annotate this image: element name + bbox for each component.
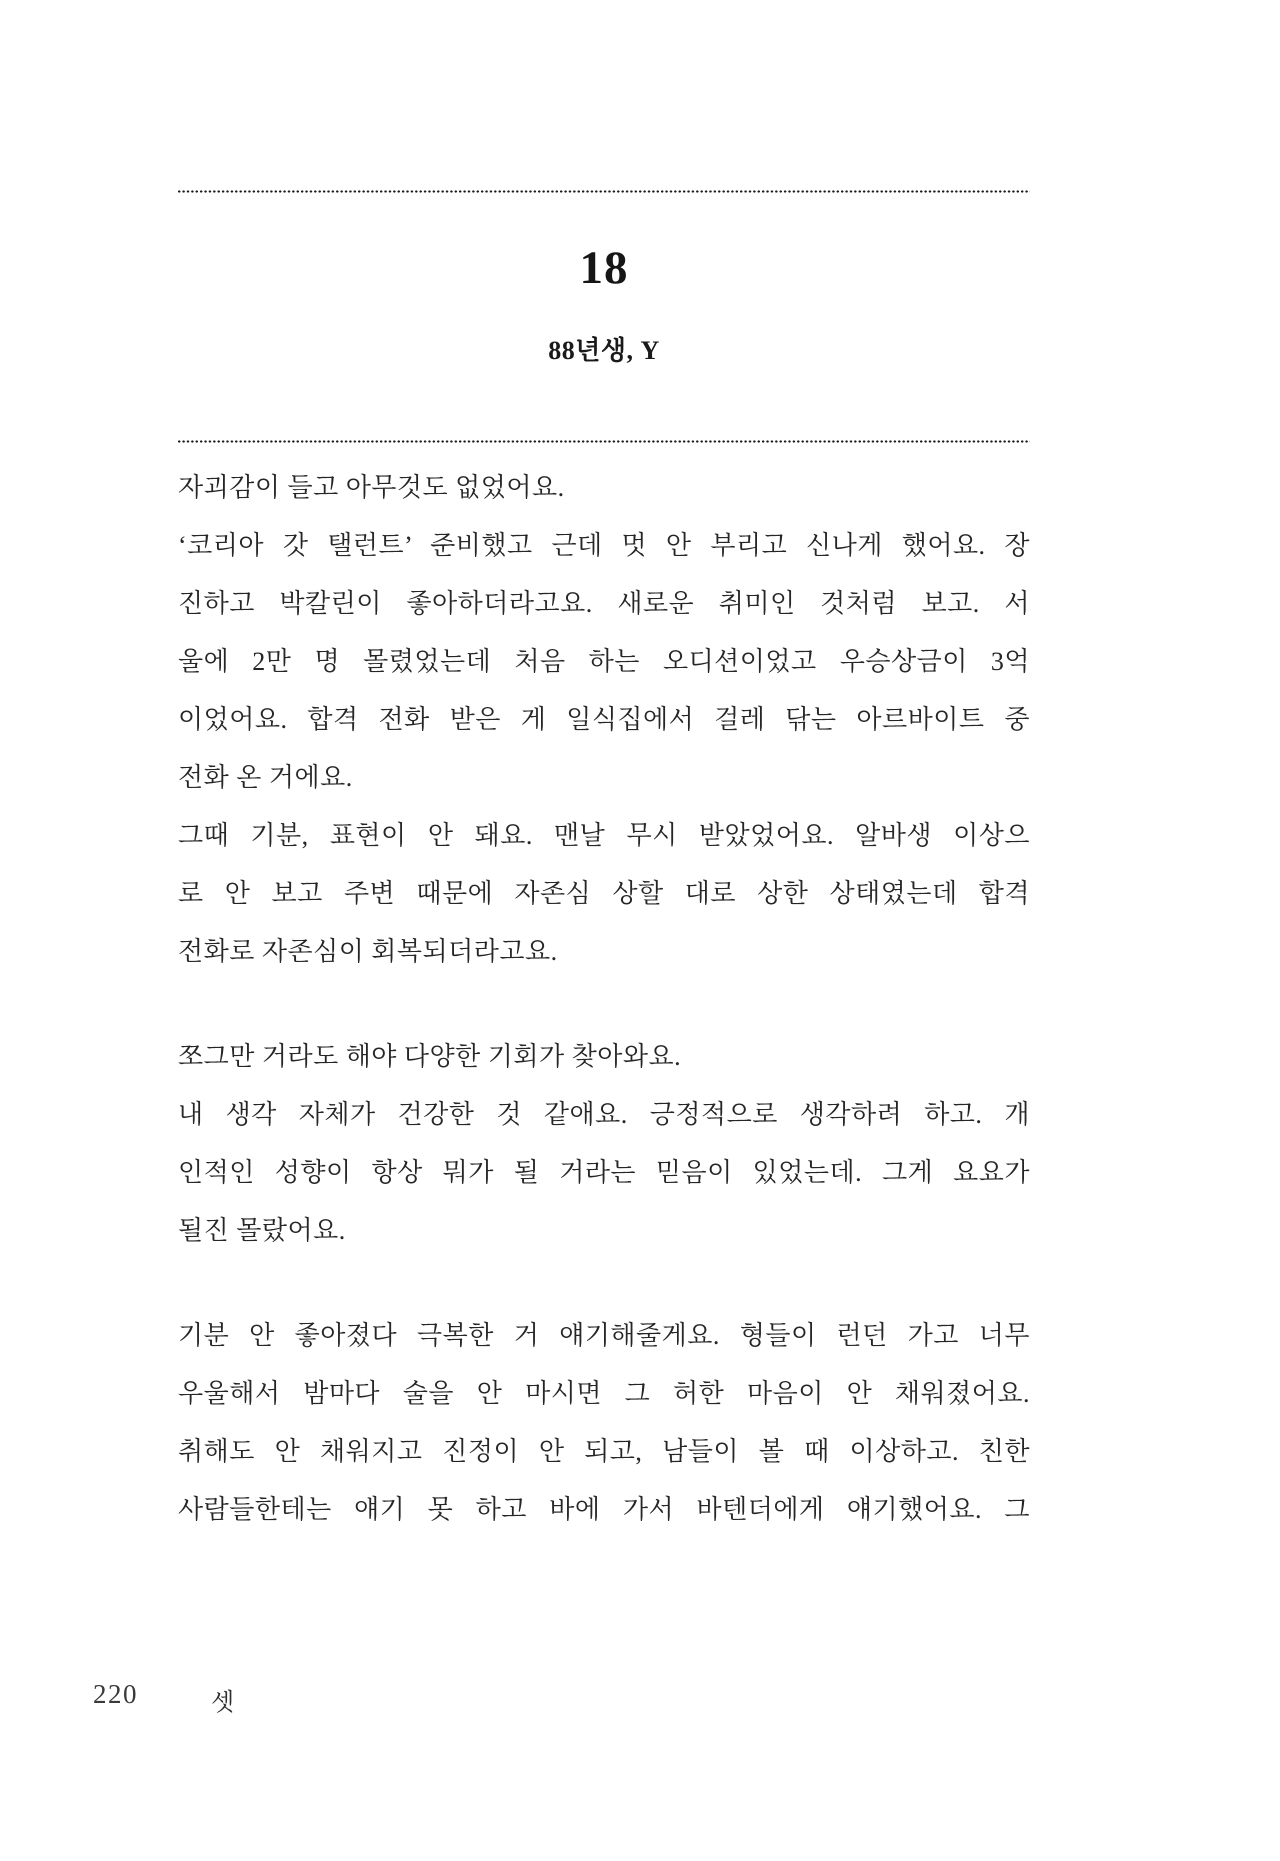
paragraph (178, 1307, 1030, 1539)
text-block (178, 1307, 1030, 1539)
body-line: 전화로 자존심이 회복되더라고요. (178, 937, 558, 966)
body-line: 전화 온 거에요. (178, 763, 353, 792)
chapter-subtitle: 88년생, Y (548, 336, 660, 365)
paragraph (178, 1028, 1030, 1086)
body-line: ‘코리아 갓 탤런트’ 준비했고 근데 멋 안 부리고 신나게 했어요. 장 (178, 531, 1030, 560)
paragraph (178, 517, 1030, 807)
body-line: 우울해서 밤마다 술을 안 마시면 그 허한 마음이 안 채워졌어요. (178, 1379, 1030, 1408)
page-number: 220 (93, 1679, 138, 1709)
body-line: 내 생각 자체가 건강한 것 같애요. 긍정적으로 생각하려 하고. 개 (178, 1100, 1030, 1129)
chapter-number: 18 (579, 242, 629, 294)
text-block (178, 459, 1030, 981)
body-line: 이었어요. 합격 전화 받은 게 일식집에서 걸레 닦는 아르바이트 중 (178, 705, 1030, 734)
paragraph (178, 459, 1030, 517)
body-line: 기분 안 좋아졌다 극복한 거 얘기해줄게요. 형들이 런던 가고 너무 (178, 1321, 1030, 1350)
dotted-divider-top (178, 190, 1030, 193)
paragraph (178, 1086, 1030, 1260)
text-block (178, 1028, 1030, 1260)
body-line: 진하고 박칼린이 좋아하더라고요. 새로운 취미인 것처럼 보고. 서 (178, 589, 1030, 618)
body-text (178, 459, 1030, 1539)
body-line: 인적인 성향이 항상 뭐가 될 거라는 믿음이 있었는데. 그게 요요가 (178, 1158, 1030, 1187)
body-line: 취해도 안 채워지고 진정이 안 되고, 남들이 볼 때 이상하고. 친한 (178, 1437, 1030, 1466)
paragraph (178, 807, 1030, 981)
body-line: 로 안 보고 주변 때문에 자존심 상할 대로 상한 상태였는데 합격 (178, 879, 1030, 908)
body-line: 쪼그만 거라도 해야 다양한 기회가 찾아와요. (178, 1042, 682, 1071)
body-line: 울에 2만 명 몰렸었는데 처음 하는 오디션이었고 우승상금이 3억 (178, 647, 1030, 676)
body-line: 자괴감이 들고 아무것도 없었어요. (178, 473, 565, 502)
body-line: 될진 몰랐어요. (178, 1216, 346, 1245)
dotted-divider-bottom (178, 440, 1030, 443)
body-line: 사람들한테는 얘기 못 하고 바에 가서 바텐더에게 얘기했어요. 그 (178, 1495, 1030, 1524)
body-line: 그때 기분, 표현이 안 돼요. 맨날 무시 받았었어요. 알바생 이상으 (178, 821, 1030, 850)
section-title: 셋 (211, 1690, 235, 1716)
